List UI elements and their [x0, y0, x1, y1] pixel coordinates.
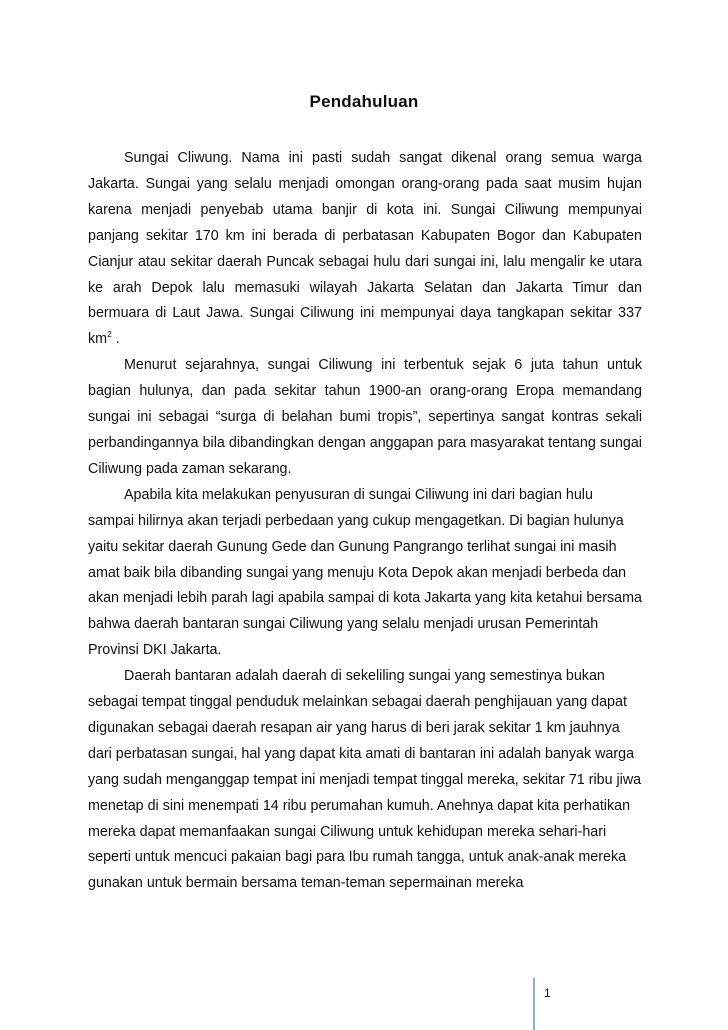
superscript-2: 2 [107, 329, 112, 340]
page-title: Pendahuluan [309, 92, 419, 111]
paragraph-1-tail: . [111, 331, 120, 348]
page-number-box [533, 978, 575, 1030]
paragraph-3: Apabila kita melakukan penyusuran di sungai Ciliwung ini dari bagian hulu sampai hilirnya akan terjadi perbedaan yang cukup mengagetkan. Di bagian hulunya yaitu sekitar daerah Gunung Gede dan Gunung Pangrango terlihat sungai ini masih amat baik bila dibanding sungai yang menuju Kota Depok akan menjadi berbeda dan akan menjadi lebih parah lagi apabila sampai di kota Jakarta yang kita ketahui bersama bahwa daerah bantaran sungai Ciliwung yang selalu menjadi urusan Pemerintah Provinsi DKI Jakarta. [88, 486, 642, 659]
page-number: 1 [544, 986, 551, 1000]
paragraph-2: Menurut sejarahnya, sungai Ciliwung ini terbentuk sejak 6 juta tahun untuk bagian hulunya, dan pada sekitar tahun 1900-an orang-orang Eropa memandang sungai ini sebagai “surga di belahan bumi tropis”, sepertinya sangat kontras sekali perbandingannya bila dibandingkan dengan anggapan para masyarakat tentang sungai Ciliwung pada zaman sekarang. [88, 357, 642, 477]
paragraph-1-text: Sungai Cliwung. Nama ini pasti sudah sangat dikenal orang semua warga Jakarta. Sungai yang selalu menjadi omongan orang-orang pada saat musim hujan karena menjadi penyebab utama banjir di kota ini. Sungai Ciliwung mempunyai panjang sekitar 170 km ini berada di perbatasan Kabupaten Bogor dan Kabupaten Cianjur atau sekitar daerah Puncak sebagai hulu dari sungai ini, lalu mengalir ke utara ke arah Depok lalu memasuki wilayah Jakarta Selatan dan Jakarta Timur dan bermuara di Laut Jawa. Sungai Ciliwung ini mempunyai daya tangkapan sekitar 337 km [88, 150, 642, 348]
document-body [88, 146, 642, 897]
paragraph-1 [88, 146, 642, 353]
paragraph-4: Daerah bantaran adalah daerah di sekeliling sungai yang semestinya bukan sebagai tempat tinggal penduduk melainkan sebagai daerah penghijauan yang dapat digunakan sebagai daerah resapan air yang harus di beri jarak sekitar 1 km jauhnya dari perbatasan sungai, hal yang dapat kita amati di bantaran ini adalah banyak warga yang sudah menganggap tempat ini menjadi tempat tinggal mereka, sekitar 71 ribu jiwa menetap di sini menempati 14 ribu perumahan kumuh. Anehnya dapat kita perhatikan mereka dapat memanfaakan sungai Ciliwung untuk kehidupan mereka sehari-hari seperti untuk mencuci pakaian bagi para Ibu rumah tangga, untuk anak-anak mereka gunakan untuk bermain bersama teman-teman sepermainan mereka [88, 668, 642, 892]
